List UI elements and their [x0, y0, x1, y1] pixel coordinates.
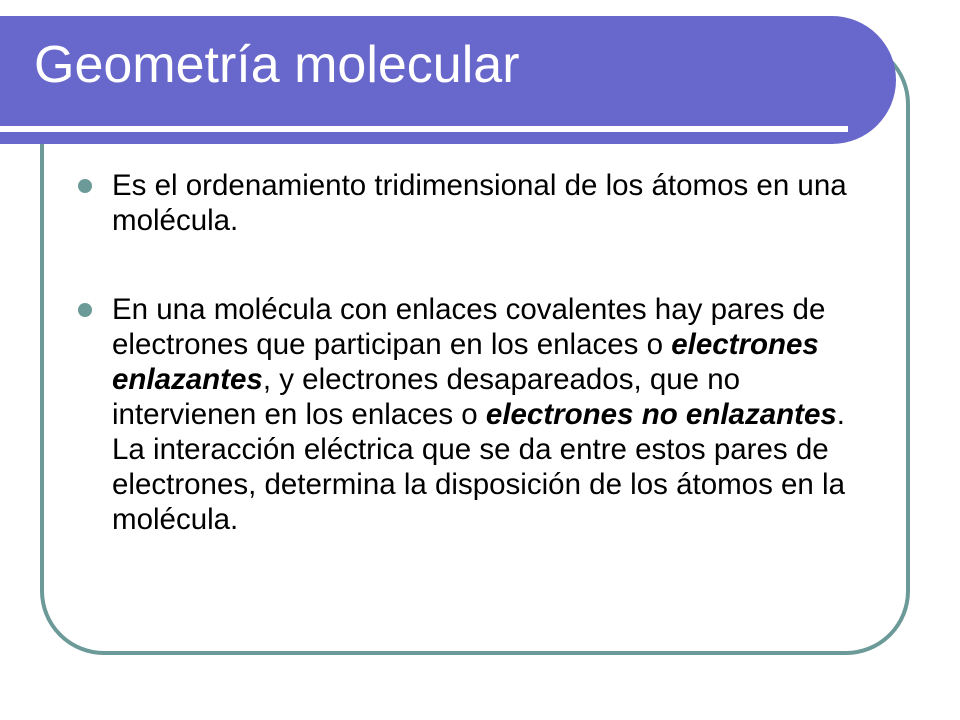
bullet-text-definition: Es el ordenamiento tridimensional de los átomos en una molécula. — [112, 169, 847, 237]
bullet-dot-icon — [78, 179, 92, 193]
bullet-emphasis-nonbonding-electrons: electrones no enlazantes — [485, 398, 837, 431]
title-underline — [0, 126, 848, 132]
bullet-dot-icon — [78, 303, 92, 317]
bullet-emphasis-bonding-electrons: electrones enlazantes — [112, 328, 819, 396]
bullet-list — [76, 168, 876, 537]
bullet-text-electrons-part-2: , y electrones desapareados, que no intervienen en los enlaces o — [112, 363, 741, 431]
bullet-item-electrons — [76, 292, 876, 537]
bullet-text-electrons-part-1: En una molécula con enlaces covalentes hay pares de electrones que participan en los enlaces o — [112, 293, 826, 361]
bullet-text-electrons-part-3: . La interacción eléctrica que se da entre estos pares de electrones, determina la disposición de los átomos en la molécula. — [112, 398, 845, 536]
bullet-item-definition — [76, 168, 876, 238]
page-title: Geometría molecular — [34, 36, 520, 94]
